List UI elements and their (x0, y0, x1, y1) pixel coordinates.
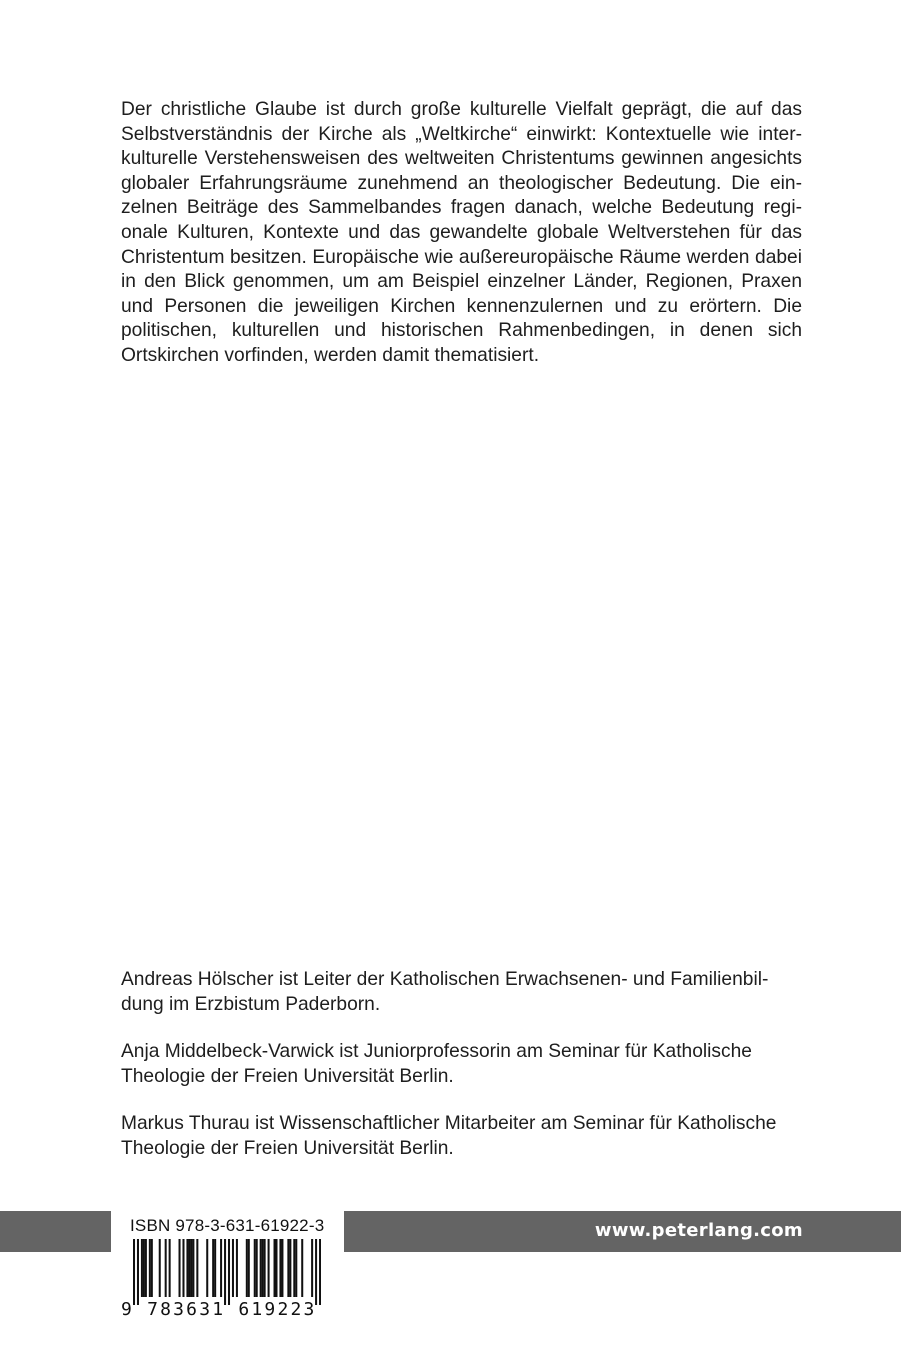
back-cover-blurb: Der christliche Glaube ist durch große kulturelle Vielfalt geprägt, die auf das Selbstverständnis der Kirche als „Weltkirche“ einwirkt: Kontextuelle wie interkulturelle Verstehensweisen des weltweiten Christentums gewinnen angesichts globaler Erfahrungsräume zunehmend an theologischer Bedeutung. Die einzelnen Beiträge des Sammelbandes fragen danach, welche Bedeutung regionale Kulturen, Kontexte und das gewandelte globale Weltverstehen für das Christentum besitzen. Europäische wie außereuropäische Räume werden dabei in den Blick genommen, um am Beispiel einzelner Länder, Regionen, Praxen und Personen die jeweiligen Kirchen kennenzulernen und zu erörtern. Die politischen, kulturellen und historischen Rahmenbedingen, in denen sich Ortskirchen vorfinden, werden damit thematisiert. (121, 99, 802, 366)
barcode-bar (274, 1239, 276, 1297)
barcode-bar (246, 1239, 248, 1297)
barcode-bar (206, 1239, 208, 1297)
barcode-bar (145, 1239, 147, 1297)
barcode-bar (182, 1239, 184, 1297)
footer-band-left (0, 1211, 111, 1252)
barcode-bar (196, 1239, 198, 1297)
barcode-bar (311, 1239, 313, 1297)
barcode-bar (165, 1239, 167, 1297)
barcode-bar (287, 1239, 289, 1297)
barcode-bar (137, 1239, 139, 1305)
barcode-bar (159, 1239, 161, 1297)
barcode-bar (295, 1239, 297, 1297)
barcode-bar (256, 1239, 258, 1297)
barcode-bar (224, 1239, 226, 1305)
publisher-website[interactable]: www.peterlang.com (594, 1220, 803, 1241)
barcode-bar (228, 1239, 230, 1305)
author-bios (121, 968, 802, 1185)
barcode-bar (232, 1239, 234, 1297)
barcode-bar (289, 1239, 291, 1297)
bio-anja-middelbeck-varwick: Anja Middelbeck-Varwick ist Juniorprofessorin am Seminar für Katholische Theologie der Freien Universität Berlin. (121, 1041, 752, 1087)
barcode-bar (264, 1239, 266, 1297)
barcode-bar (236, 1239, 238, 1297)
bio-markus-thurau: Markus Thurau ist Wissenschaftlicher Mitarbeiter am Seminar für Katholische Theologie der Freien Universität Berlin. (121, 1113, 777, 1159)
barcode-bar (275, 1239, 277, 1297)
isbn-barcode (121, 1211, 333, 1329)
barcode-bar (279, 1239, 281, 1297)
barcode-bar (319, 1239, 321, 1305)
barcode-bar (188, 1239, 190, 1297)
barcode-bar (254, 1239, 256, 1297)
barcode-bar (190, 1239, 192, 1297)
barcode-bar (281, 1239, 283, 1297)
barcode-bar (260, 1239, 262, 1297)
barcode-bar (143, 1239, 145, 1297)
barcode-bar (220, 1239, 222, 1297)
barcode-bar (315, 1239, 317, 1305)
bio-andreas-hoelscher: Andreas Hölscher ist Leiter der Katholischen Erwachsenen- und Familienbildung im Erzbistum Paderborn. (121, 969, 769, 1015)
barcode-bar (268, 1239, 270, 1297)
footer-band-right (344, 1211, 901, 1252)
barcode-bar (186, 1239, 188, 1297)
barcode-bar (151, 1239, 153, 1297)
barcode-bar (248, 1239, 250, 1297)
barcode-bar (293, 1239, 295, 1297)
barcode-bar (179, 1239, 181, 1297)
barcode-bar (149, 1239, 151, 1297)
barcode-bar (133, 1239, 135, 1305)
barcode-bar (192, 1239, 194, 1297)
barcode-bar (141, 1239, 143, 1297)
barcode-bar (169, 1239, 171, 1297)
barcode-bar (212, 1239, 214, 1297)
barcode-digits: 9 783631 619223 (121, 1299, 317, 1320)
barcode-bars (133, 1239, 321, 1305)
barcode-bar (262, 1239, 264, 1297)
isbn-label: ISBN 978-3-631-61922-3 (130, 1216, 325, 1235)
barcode-bar (301, 1239, 303, 1297)
barcode-bar (214, 1239, 216, 1297)
